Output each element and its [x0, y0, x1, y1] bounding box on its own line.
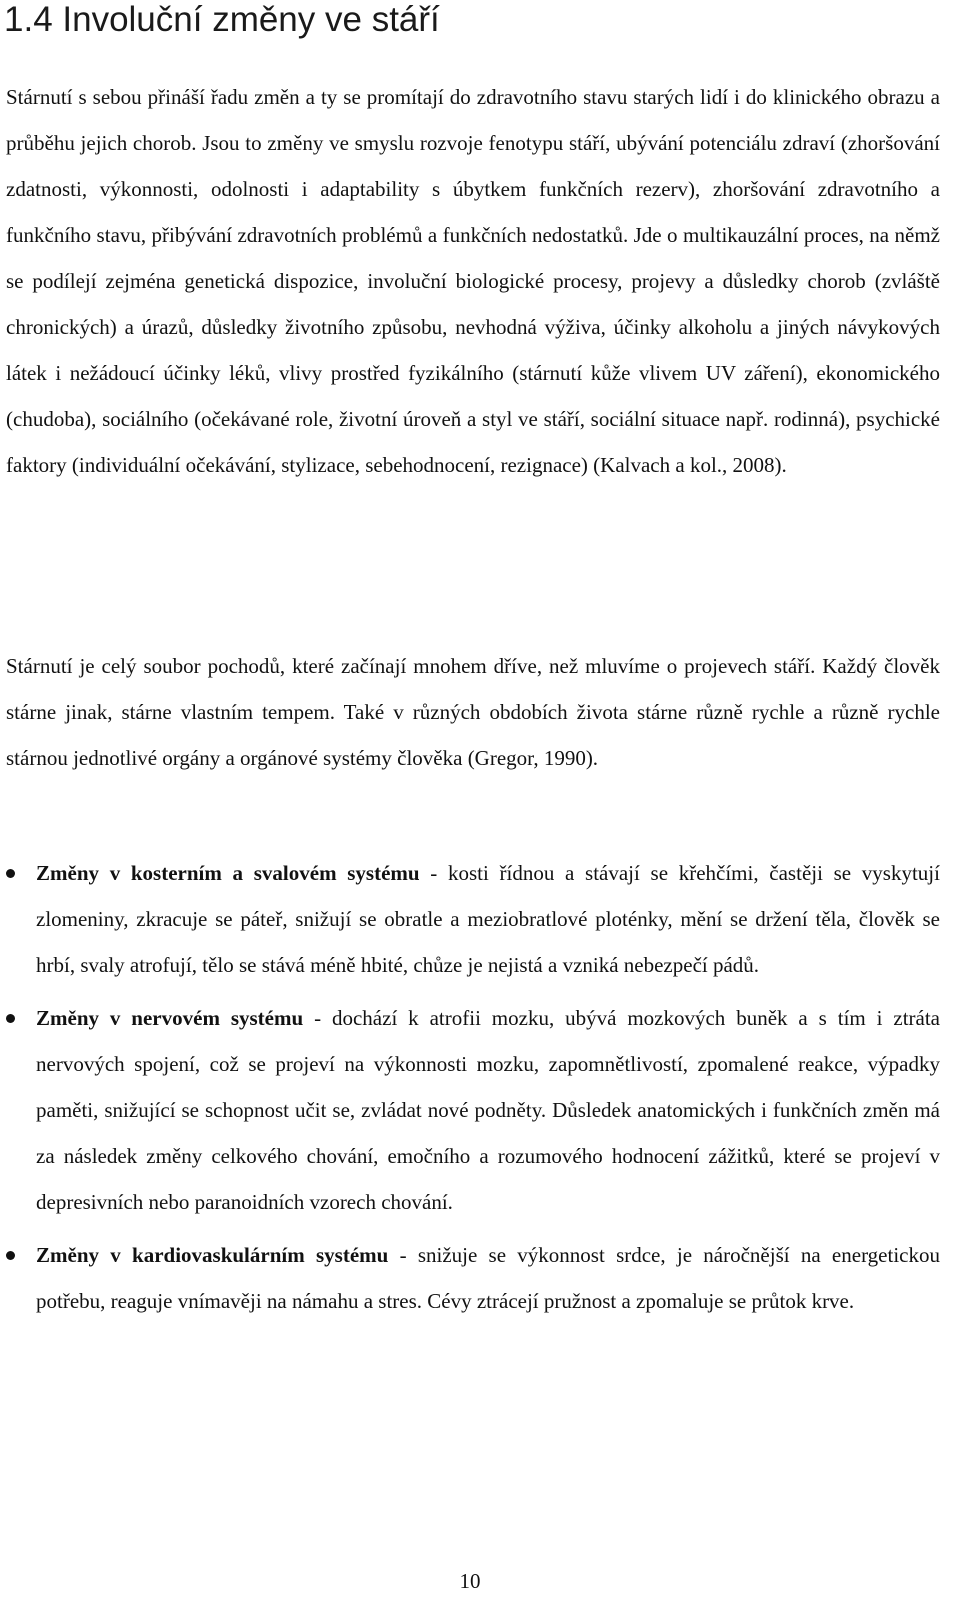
- list-item: [0, 1232, 940, 1324]
- paragraph-ageing-changes: Stárnutí s sebou přináší řadu změn a ty se promítají do zdravotního stavu starých lidí i do klinického obrazu a průběhu jejich chorob. Jsou to změny ve smyslu rozvoje fenotypu stáří, ubývání potenciálu zdraví (zhoršování zdatnosti, výkonnosti, odolnosti i adaptability s úbytkem funkčních rezerv), zhoršování zdravotního a funkčního stavu, přibývání zdravotních problémů a funkčních nedostatků. Jde o multikauzální proces, na němž se podílejí zejména genetická dispozice, involuční biologické procesy, projevy a důsledky chorob (zvláště chronických) a úrazů, důsledky životního způsobu, nevhodná výživa, účinky alkoholu a jiných návykových látek i nežádoucí účinky léků, vlivy prostřed fyzikálního (stárnutí kůže vlivem UV záření), ekonomického (chudoba), sociálního (očekávané role, životní úroveň a styl ve stáří, sociální situace např. rodinná), psychické faktory (individuální očekávání, stylizace, sebehodnocení, rezignace) (Kalvach a kol., 2008).: [6, 85, 940, 477]
- bullet-text: - snižuje se výkonnost srdce, je náročnější na energetickou potřebu, reaguje vnímavěji na námahu a stres. Cévy ztrácejí pružnost a zpomaluje se průtok krve.: [36, 1243, 940, 1313]
- bullet-text: - kosti řídnou a stávají se křehčími, častěji se vyskytují zlomeniny, zkracuje se páteř, snižují se obratle a meziobratlové ploténky, mění se držení těla, člověk se hrbí, svaly atrofují, tělo se stává méně hbité, chůze je nejistá a vzniká nebezpečí pádů.: [36, 861, 940, 977]
- bullet-text: - dochází k atrofii mozku, ubývá mozkových buněk a s tím i ztráta nervových spojení, což se projeví na výkonnosti mozku, zapomnětlivostí, zpomalené reakce, výpadky paměti, snižující se schopnost učit se, zvládat nové podněty. Důsledek anatomických i funkčních změn má za následek změny celkového chování, emočního a rozumového hodnocení zážitků, které se projeví v depresivních nebo paranoidních vzorech chování.: [36, 1006, 940, 1214]
- bullet-title: Změny v kosterním a svalovém systému: [36, 861, 420, 885]
- bullet-title: Změny v kardiovaskulárním systému: [36, 1243, 389, 1267]
- bullet-list: [0, 850, 940, 1331]
- page-number: 10: [459, 1569, 481, 1593]
- bullet-icon: [6, 869, 15, 878]
- section-heading: 1.4 Involuční změny ve stáří: [4, 0, 440, 39]
- list-item: [0, 995, 940, 1225]
- bullet-title: Změny v nervovém systému: [36, 1006, 304, 1030]
- bullet-icon: [6, 1251, 15, 1260]
- bullet-icon: [6, 1014, 15, 1023]
- paragraph-ageing-process: Stárnutí je celý soubor pochodů, které začínají mnohem dříve, než mluvíme o projevech stáří. Každý člověk stárne jinak, stárne vlastním tempem. Také v různých obdobích života stárne různě rychle a různě rychle stárnou jednotlivé orgány a orgánové systémy člověka (Gregor, 1990).: [6, 654, 940, 770]
- list-item: [0, 850, 940, 988]
